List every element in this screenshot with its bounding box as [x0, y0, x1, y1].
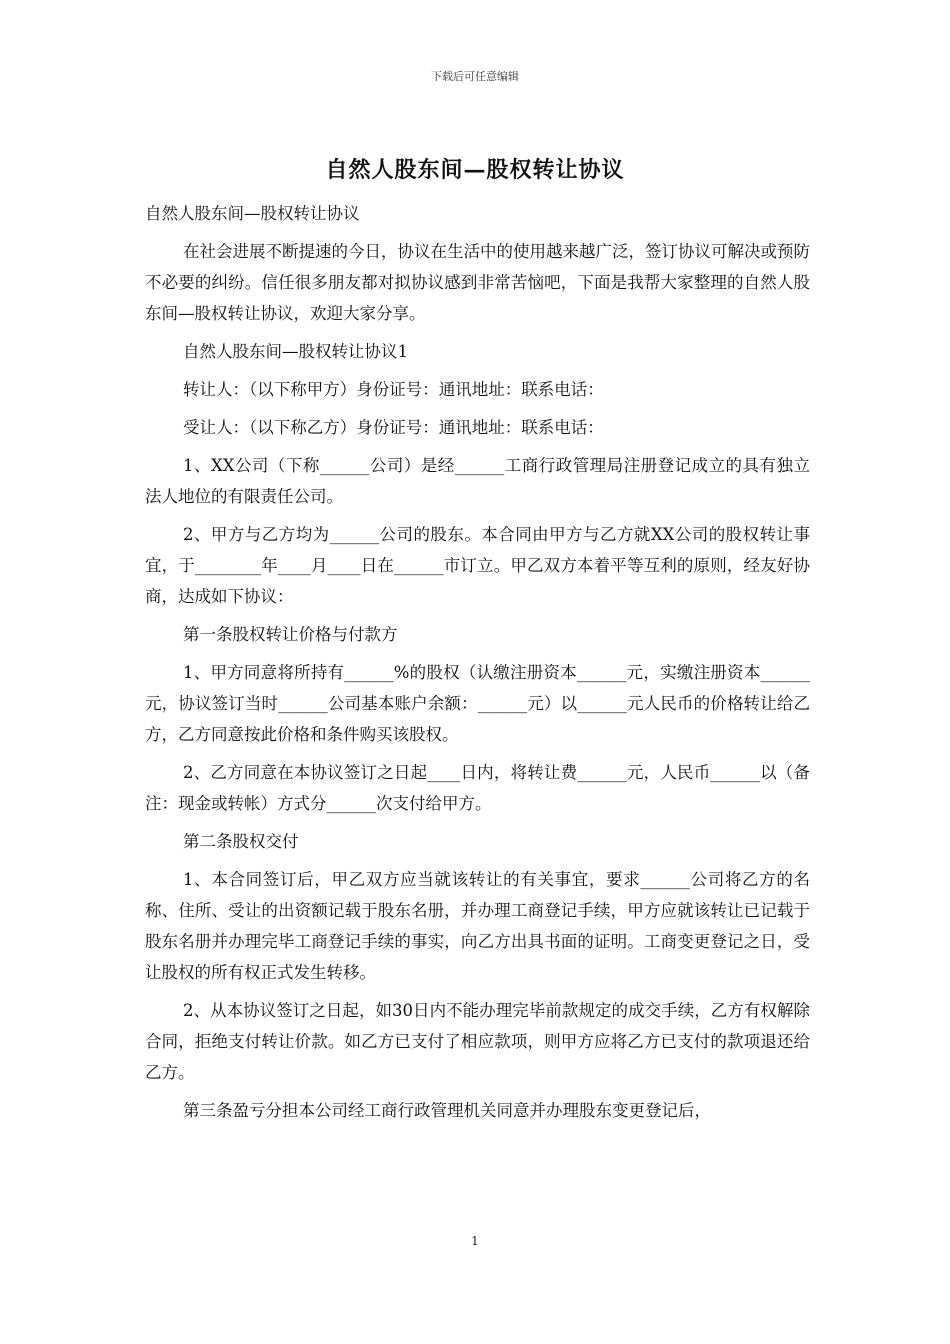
article-2-clause-1: 1、本合同签订后，甲乙双方应当就该转让的有关事宜，要求______公司将乙方的名称、住所、受让的出资额记载于股东名册，并办理工商登记手续，甲方应就该转让已记载于股东名册并办理完毕工商登记手续的事实，向乙方出具书面的证明。工商变更登记之日，受让股权的所有权正式发生转移。: [145, 870, 810, 982]
paragraph-agreement-heading: 自然人股东间—股权转让协议1: [183, 342, 408, 361]
page-number: 1: [471, 1234, 479, 1248]
article-2-clause-2: 2、从本协议签订之日起，如30日内不能办理完毕前款规定的成交手续，乙方有权解除合同，拒绝支付转让价款。如乙方已支付了相应款项，则甲方应将乙方已支付的款项退还给乙方。: [145, 1001, 810, 1082]
article-1-clause-1: 1、甲方同意将所持有______%的股权（认缴注册资本______元，实缴注册资本______元，协议签订当时______公司基本账户余额：______元）以______元人民币的价格转让给乙方，乙方同意按此价格和条件购买该股权。: [145, 663, 810, 744]
document-body: [145, 198, 810, 1133]
article-1-heading: 第一条股权转让价格与付款方: [183, 625, 398, 644]
article-3-heading: 第三条盈亏分担本公司经工商行政管理机关同意并办理股东变更登记后，: [183, 1101, 711, 1120]
paragraph-intro: 在社会进展不断提速的今日，协议在生活中的使用越来越广泛，签订协议可解决或预防不必要的纠纷。信任很多朋友都对拟协议感到非常苦恼吧，下面是我帮大家整理的自然人股东间—股权转让协议，欢迎大家分享。: [145, 242, 810, 323]
paragraph-item-1: 1、XX公司（下称______公司）是经______工商行政管理局注册登记成立的具有独立法人地位的有限责任公司。: [145, 456, 810, 506]
paragraph-transferor: 转让人：（以下称甲方）身份证号：通讯地址：联系电话：: [183, 380, 604, 399]
paragraph-transferee: 受让人：（以下称乙方）身份证号：通讯地址：联系电话：: [183, 418, 604, 437]
article-1-clause-2: 2、乙方同意在本协议签订之日起____日内，将转让费______元，人民币______以（备注：现金或转帐）方式分______次支付给甲方。: [145, 763, 810, 813]
page-header: 下载后可任意编辑: [431, 70, 519, 83]
document-title: 自然人股东间—股权转让协议: [325, 157, 625, 183]
paragraph-item-2: 2、甲方与乙方均为______公司的股东。本合同由甲方与乙方就XX公司的股权转让事宜，于________年____月____日在______市订立。甲乙双方本着平等互利的原则，经友好协商，达成如下协议：: [145, 525, 810, 606]
paragraph-subtitle: 自然人股东间—股权转让协议: [145, 204, 360, 223]
article-2-heading: 第二条股权交付: [183, 832, 299, 851]
